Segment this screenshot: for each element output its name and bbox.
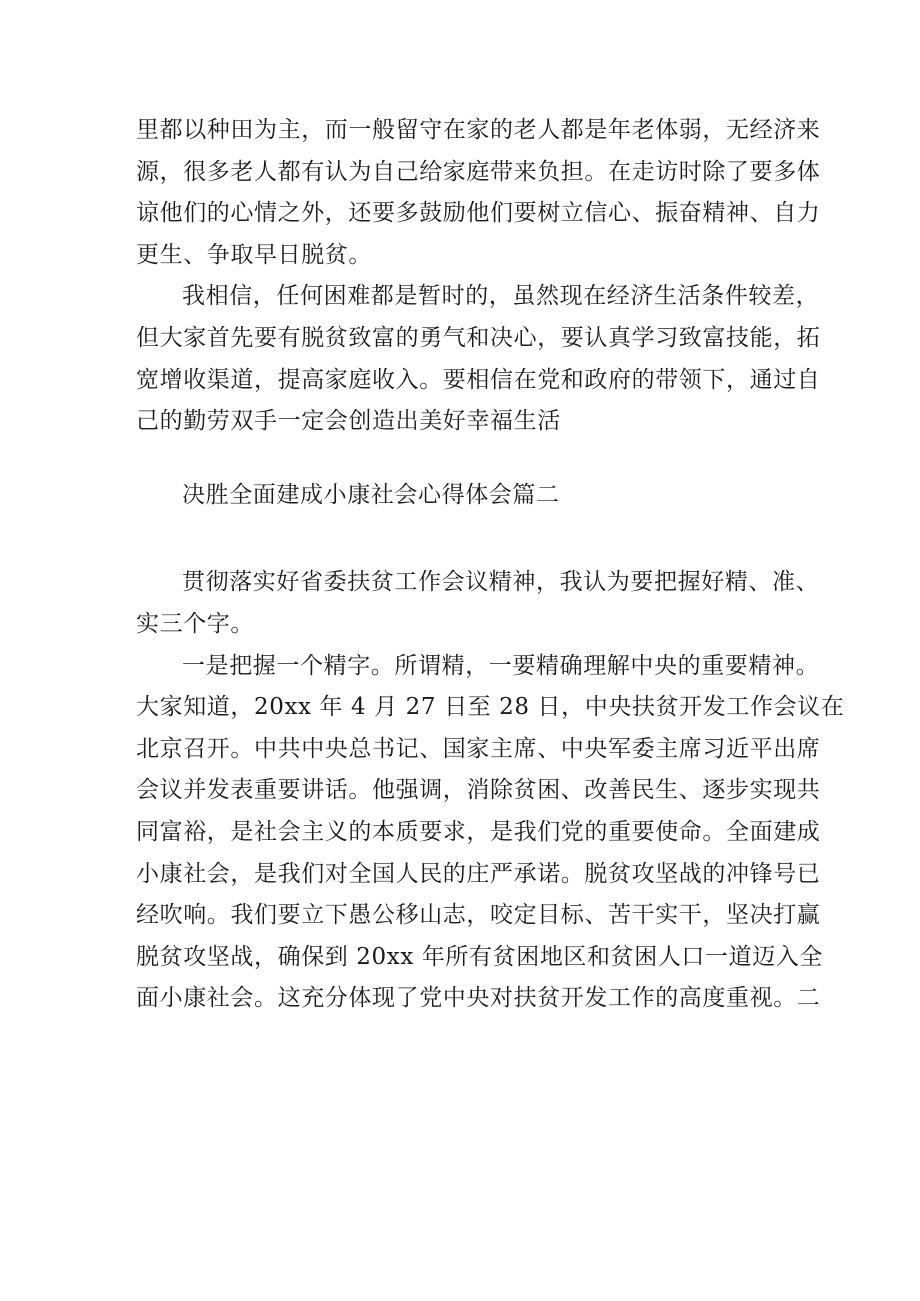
paragraph-2 — [136, 276, 821, 442]
section-heading: 决胜全面建成小康社会心得体会篇二 — [182, 481, 560, 508]
text-line: 实三个字。 — [136, 610, 254, 637]
text-line: 小康社会，是我们对全国人民的庄严承诺。脱贫攻坚战的冲锋号已 — [136, 860, 821, 887]
document-page — [136, 110, 845, 1020]
paragraph-4 — [136, 646, 845, 1020]
section-heading-block — [136, 475, 800, 517]
text-line: 宽增收渠道，提高家庭收入。要相信在党和政府的带领下，通过自 — [136, 366, 821, 393]
text-line: 大家知道，20xx 年 4 月 27 日至 28 日，中央扶贫开发工作会议在 — [136, 694, 845, 721]
text-line: 面小康社会。这充分体现了党中央对扶贫开发工作的高度重视。二 — [136, 985, 821, 1012]
text-line: 会议并发表重要讲话。他强调，消除贫困、改善民生、逐步实现共 — [136, 777, 821, 804]
paragraph-3 — [136, 562, 820, 645]
text-line: 源，很多老人都有认为自己给家庭带来负担。在走访时除了要多体 — [136, 158, 821, 185]
text-line: 里都以种田为主，而一般留守在家的老人都是年老体弱，无经济来 — [136, 117, 821, 143]
text-line: 谅他们的心情之外，还要多鼓励他们要树立信心、振奋精神、自力 — [136, 200, 821, 227]
text-line: 但大家首先要有脱贫致富的勇气和决心，要认真学习致富技能，拓 — [136, 324, 821, 351]
text-line: 我相信，任何困难都是暂时的，虽然现在经济生活条件较差， — [182, 283, 820, 310]
text-line: 经吹响。我们要立下愚公移山志，咬定目标、苦干实干，坚决打赢 — [136, 902, 821, 929]
text-line: 同富裕，是社会主义的本质要求，是我们党的重要使命。全面建成 — [136, 818, 821, 845]
text-line: 更生、争取早日脱贫。 — [136, 241, 372, 268]
text-line: 己的勤劳双手一定会创造出美好幸福生活 — [136, 408, 561, 435]
text-line: 脱贫攻坚战，确保到 20xx 年所有贫困地区和贫困人口一道迈入全 — [136, 943, 824, 970]
text-line: 北京召开。中共中央总书记、国家主席、中央军委主席习近平出席 — [136, 735, 821, 762]
paragraph-1 — [136, 110, 821, 276]
text-line: 贯彻落实好省委扶贫工作会议精神，我认为要把握好精、准、 — [182, 569, 820, 596]
text-line: 一是把握一个精字。所谓精，一要精确理解中央的重要精神。 — [182, 652, 820, 679]
